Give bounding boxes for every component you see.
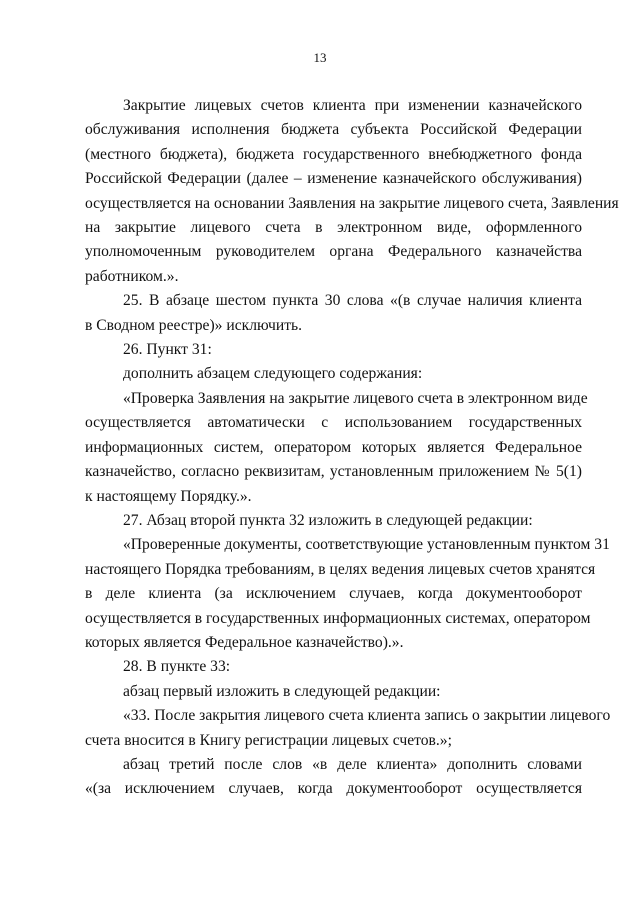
text-line: к настоящему Порядку.».	[85, 487, 252, 505]
paragraph	[85, 704, 611, 753]
text-line: Российской Федерации (далее – изменение казначейского обслуживания)	[85, 170, 582, 188]
paragraph	[85, 753, 582, 802]
text-line: (местного бюджета), бюджета государственного внебюджетного фонда	[85, 145, 582, 163]
paragraph	[85, 533, 610, 655]
paragraph	[85, 94, 619, 289]
paragraph	[85, 680, 582, 704]
text-line: «Проверенные документы, соответствующие установленным пунктом 31	[123, 536, 610, 554]
text-line: «33. После закрытия лицевого счета клиента запись о закрытии лицевого	[123, 707, 611, 725]
text-line: «(за исключением случаев, когда документооборот осуществляется	[85, 780, 582, 798]
text-line: 28. В пункте 33:	[123, 658, 231, 676]
text-line: абзац первый изложить в следующей редакции:	[123, 682, 441, 700]
paragraph	[85, 655, 582, 679]
text-line: «Проверка Заявления на закрытие лицевого счета в электронном виде	[123, 389, 588, 407]
text-line: Закрытие лицевых счетов клиента при изменении казначейского	[123, 97, 582, 114]
paragraph	[85, 509, 582, 533]
text-line: работником.».	[85, 267, 179, 285]
page-number: 13	[313, 50, 327, 65]
paragraph	[85, 387, 588, 509]
text-line: осуществляется на основании Заявления на закрытие лицевого счета, Заявления	[85, 194, 619, 212]
text-line: 27. Абзац второй пункта 32 изложить в следующей редакции:	[123, 511, 533, 529]
text-line: осуществляется автоматически с использованием государственных	[85, 414, 582, 432]
paragraph	[85, 338, 582, 362]
text-line: счета вносится в Книгу регистрации лицевых счетов.»;	[85, 731, 452, 749]
paragraph	[85, 362, 582, 386]
text-line: настоящего Порядка требованиям, в целях ведения лицевых счетов хранятся	[85, 560, 596, 578]
text-line: казначейство, согласно реквизитам, установленным приложением № 5(1)	[85, 463, 582, 481]
text-line: информационных систем, оператором которых является Федеральное	[85, 438, 582, 456]
text-line: 26. Пункт 31:	[123, 341, 212, 359]
text-line: которых является Федеральное казначейство).».	[85, 633, 404, 651]
text-line: дополнить абзацем следующего содержания:	[123, 365, 423, 383]
text-line: обслуживания исполнения бюджета субъекта Российской Федерации	[85, 121, 582, 139]
text-line: уполномоченным руководителем органа Федерального казначейства	[85, 243, 582, 261]
text-line: абзац третий после слов «в деле клиента» дополнить словами	[123, 755, 582, 773]
text-line: 25. В абзаце шестом пункта 30 слова «(в случае наличия клиента	[123, 292, 582, 310]
text-line: на закрытие лицевого счета в электронном виде, оформленного	[85, 219, 582, 237]
paragraph	[85, 289, 582, 338]
text-line: осуществляется в государственных информационных системах, оператором	[85, 609, 591, 627]
document-body	[85, 94, 619, 802]
text-line: в деле клиента (за исключением случаев, когда документооборот	[85, 585, 582, 603]
text-line: в Сводном реестре)» исключить.	[85, 316, 303, 334]
